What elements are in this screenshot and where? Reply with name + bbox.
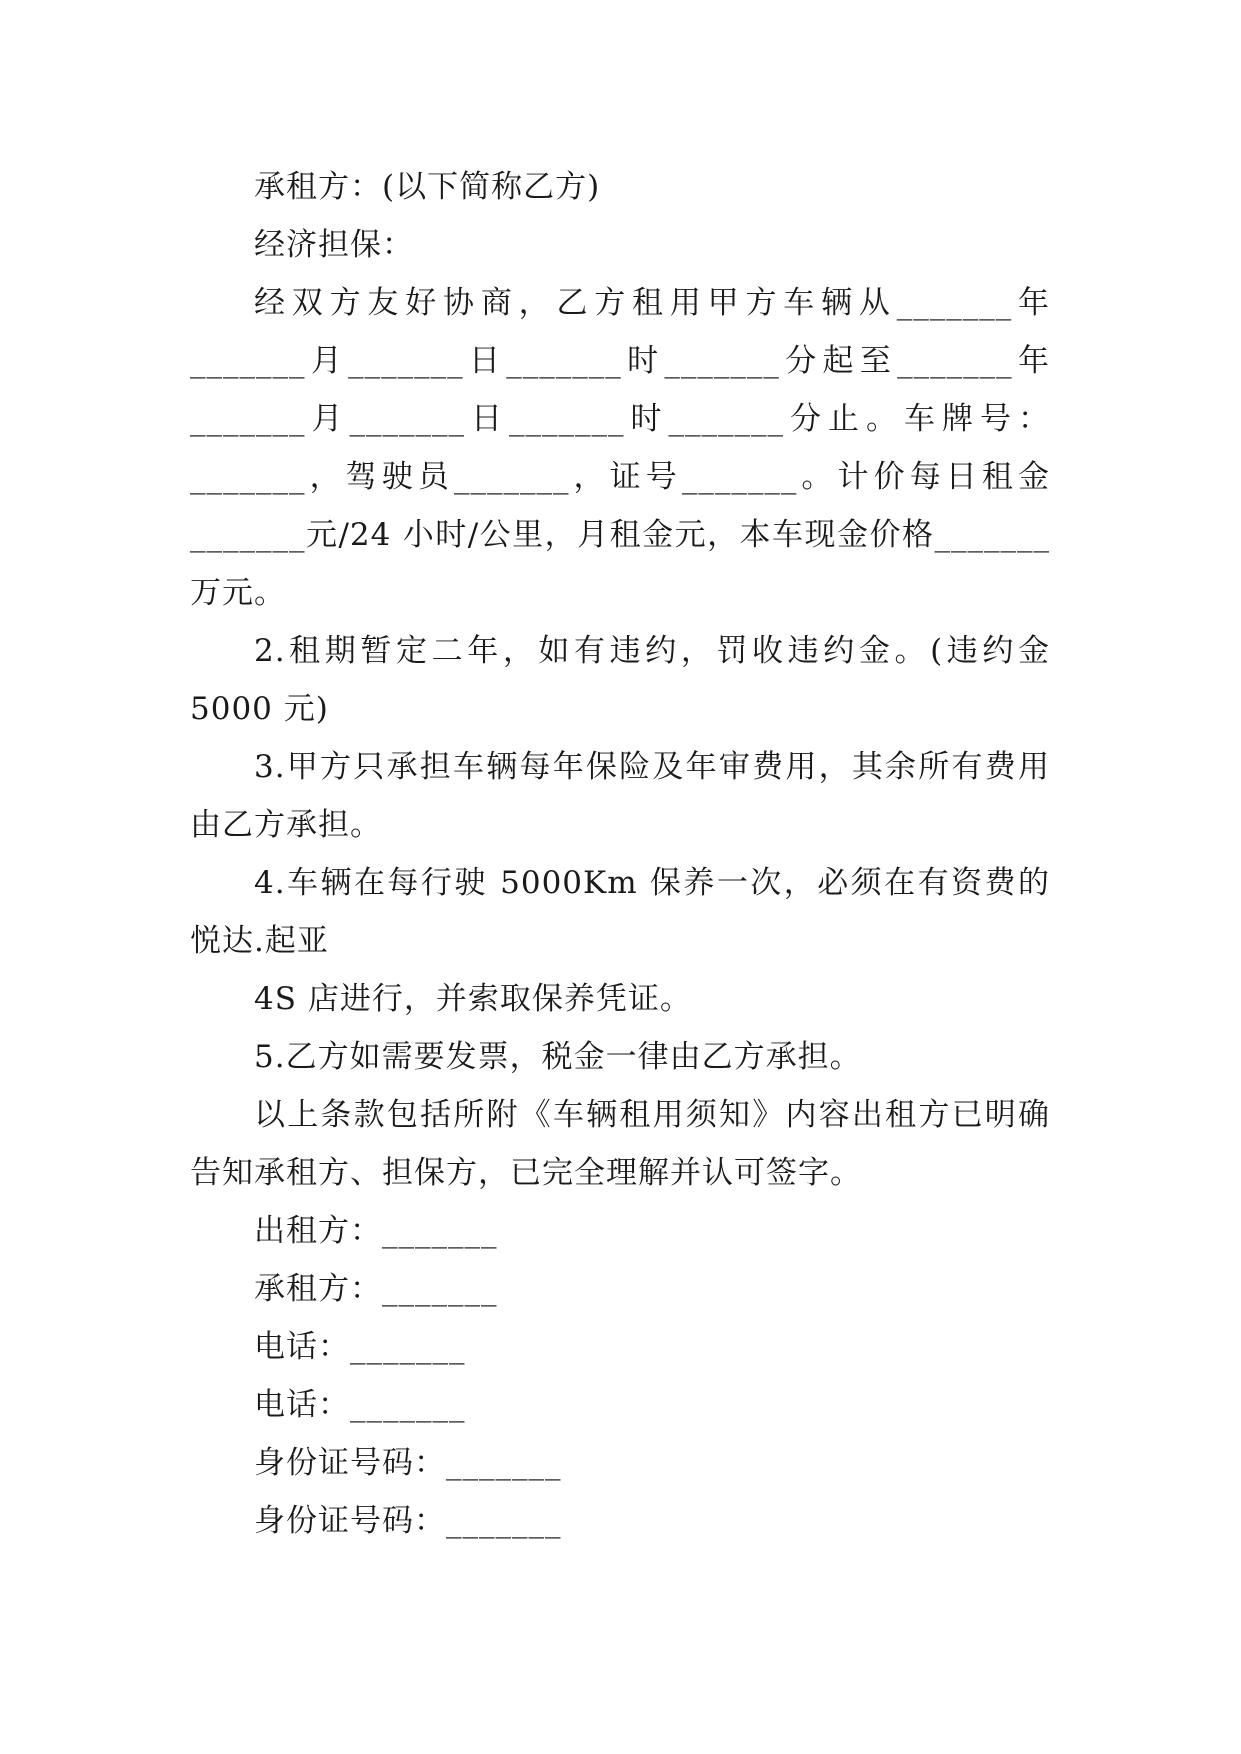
clause-1: 经双方友好协商，乙方租用甲方车辆从_______年_______月_______日_______时_______分起至_______年_______月_______日_______时_______分止。车牌号：_______，驾驶员_______，证号_______。计价每日租金_______元/24 小时/公里，月租金元，本车现金价格_______万元。 <box>190 285 1050 611</box>
guarantee-line: 经济担保： <box>254 227 414 263</box>
signature-phone-2: 电话：_______ <box>254 1387 466 1423</box>
lessee-line: 承租方：(以下简称乙方) <box>254 169 601 205</box>
signature-id-1: 身份证号码：_______ <box>254 1445 562 1481</box>
clause-5: 5.乙方如需要发票，税金一律由乙方承担。 <box>254 1039 862 1075</box>
clause-4-part-2: 4S 店进行，并索取保养凭证。 <box>254 981 692 1017</box>
clause-2: 2.租期暂定二年，如有违约，罚收违约金。(违约金 5000 元) <box>190 633 1050 727</box>
signature-phone-1: 电话：_______ <box>254 1329 466 1365</box>
clause-4-part-1: 4.车辆在每行驶 5000Km 保养一次，必须在有资费的悦达.起亚 <box>190 865 1050 959</box>
clause-3: 3.甲方只承担车辆每年保险及年审费用，其余所有费用由乙方承担。 <box>190 749 1050 843</box>
contract-body <box>190 158 1050 1550</box>
signature-id-2: 身份证号码：_______ <box>254 1503 562 1539</box>
signature-lessee: 承租方：_______ <box>254 1271 498 1307</box>
signature-lessor: 出租方：_______ <box>254 1213 498 1249</box>
closing-statement: 以上条款包括所附《车辆租用须知》内容出租方已明确告知承租方、担保方，已完全理解并认可签字。 <box>190 1097 1050 1191</box>
